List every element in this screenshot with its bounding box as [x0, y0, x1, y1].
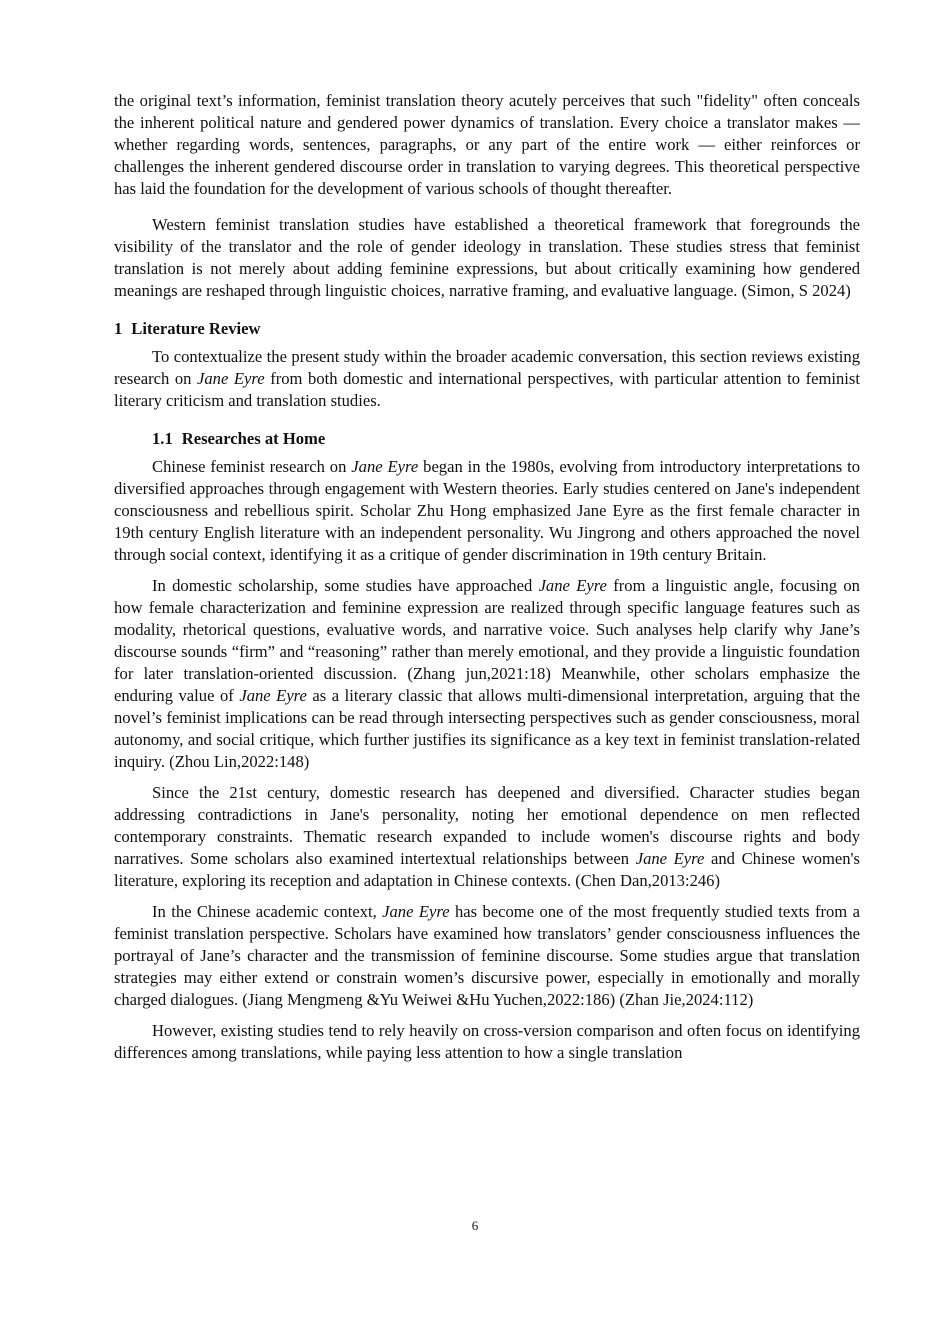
subsection-heading-researches-at-home: [114, 428, 860, 450]
section-heading-literature-review: [114, 318, 860, 340]
paragraph-text: as a literary classic that allows multi-dimensional interpretation, arguing that the novel’s feminist implications can be read through intersecting perspectives such as gender consciousness, moral autonomy, and social critique, which further justifies its significance as a key text in feminist translation-related inquiry.: [114, 686, 860, 771]
citation: (Zhan Jie,2024:112): [619, 990, 754, 1009]
book-title: Jane Eyre: [538, 576, 607, 595]
subsection-title: Researches at Home: [181, 429, 326, 448]
subsection-number: 1.1: [152, 429, 173, 448]
paragraph-text: and Chinese women's literature, exploring its reception and adaptation in Chinese contexts.: [114, 849, 860, 890]
paragraph-western-studies: [114, 214, 860, 302]
paragraph-text: has become one of the most frequently studied texts from a feminist translation perspective. Scholars have examined how translators’ gender consciousness influences the portrayal of Jane’s character and the transmission of feminine discourse. Some studies argue that translation strategies may either extend or constrain women’s discursive power, especially in emotionally and morally charged dialogues.: [114, 902, 860, 1009]
book-title: Jane Eyre: [635, 849, 705, 868]
paragraph-domestic-linguistic: [114, 575, 860, 773]
citation: (Simon, S 2024): [741, 281, 851, 300]
citation: (Chen Dan,2013:246): [575, 871, 720, 890]
book-title: Jane Eyre: [197, 369, 265, 388]
paragraph-chinese-academic-context: [114, 901, 860, 1011]
book-title: Jane Eyre: [239, 686, 307, 705]
section-number: 1: [114, 319, 123, 338]
citation: (Zhou Lin,2022:148): [169, 752, 310, 771]
page-number: 6: [471, 1218, 479, 1233]
book-title: Jane Eyre: [382, 902, 450, 921]
paragraph-chinese-feminist-research: [114, 456, 860, 566]
paragraph-text: Meanwhile, other scholars emphasize the enduring value of: [114, 664, 861, 705]
paragraph-text: Western feminist translation studies have established a theoretical framework that foregrounds the visibility of the translator and the role of gender ideology in translation. These studies stress that feminist translation is not merely about adding feminine expressions, but about critically examining how gendered meanings are reshaped through linguistic choices, narrative framing, and evaluative language.: [114, 215, 860, 300]
paragraph-text: from a linguistic angle, focusing on how female characterization and feminine expression are realized through specific language features such as modality, rhetorical questions, evaluative words, and narrative voice. Such analyses help clarify why Jane’s discourse sounds “firm” and “reasoning” rather than merely emotional, and they provide a linguistic foundation for later translation-oriented discussion.: [114, 576, 860, 683]
section-title: Literature Review: [131, 319, 261, 338]
paragraph-text: Since the 21st century, domestic research has deepened and diversified. Character studies began addressing contradictions in Jane's personality, noting her emotional dependence on men reflected contemporary constraints. Thematic research expanded to include women's discourse rights and body narratives. Some scholars also examined intertextual relationships between: [114, 783, 860, 868]
paragraph-text: from both domestic and international perspectives, with particular attention to feminist literary criticism and translation studies.: [114, 369, 860, 410]
paragraph-text: To contextualize the present study within the broader academic conversation, this section reviews existing research on: [114, 347, 860, 388]
paragraph-text: began in the 1980s, evolving from introductory interpretations to diversified approaches through engagement with Western theories. Early studies centered on Jane's independent consciousness and rebellious spirit. Scholar Zhu Hong emphasized Jane Eyre as the first female character in 19th century English literature with an independent personality. Wu Jingrong and others approached the novel through social context, identifying it as a critique of gender discrimination in 19th century Britain.: [114, 457, 861, 564]
citation: (Jiang Mengmeng &Yu Weiwei &Hu Yuchen,2022:186): [242, 990, 616, 1009]
paragraph-text: In domestic scholarship, some studies have approached: [152, 576, 533, 595]
paragraph-continuation: the original text’s information, feminist translation theory acutely perceives that such "fidelity" often conceals the inherent political nature and gendered power dynamics of translation. Every choice a translator makes — whether regarding words, sentences, paragraphs, or any part of the entire work — either reinforces or challenges the inherent gendered discourse order in translation to varying degrees. This theoretical perspective has laid the foundation for the development of various schools of thought thereafter.: [114, 91, 860, 198]
paragraph-21st-century: [114, 782, 860, 892]
book-title: Jane Eyre: [351, 457, 419, 476]
paragraph-text: Chinese feminist research on: [152, 457, 347, 476]
document-page: [114, 90, 860, 1064]
paragraph-however: However, existing studies tend to rely heavily on cross-version comparison and often focus on identifying differences among translations, while paying less attention to how a single translation: [114, 1021, 860, 1062]
paragraph-text: In the Chinese academic context,: [152, 902, 377, 921]
paragraph-context: [114, 346, 860, 412]
citation: (Zhang jun,2021:18): [407, 664, 551, 683]
